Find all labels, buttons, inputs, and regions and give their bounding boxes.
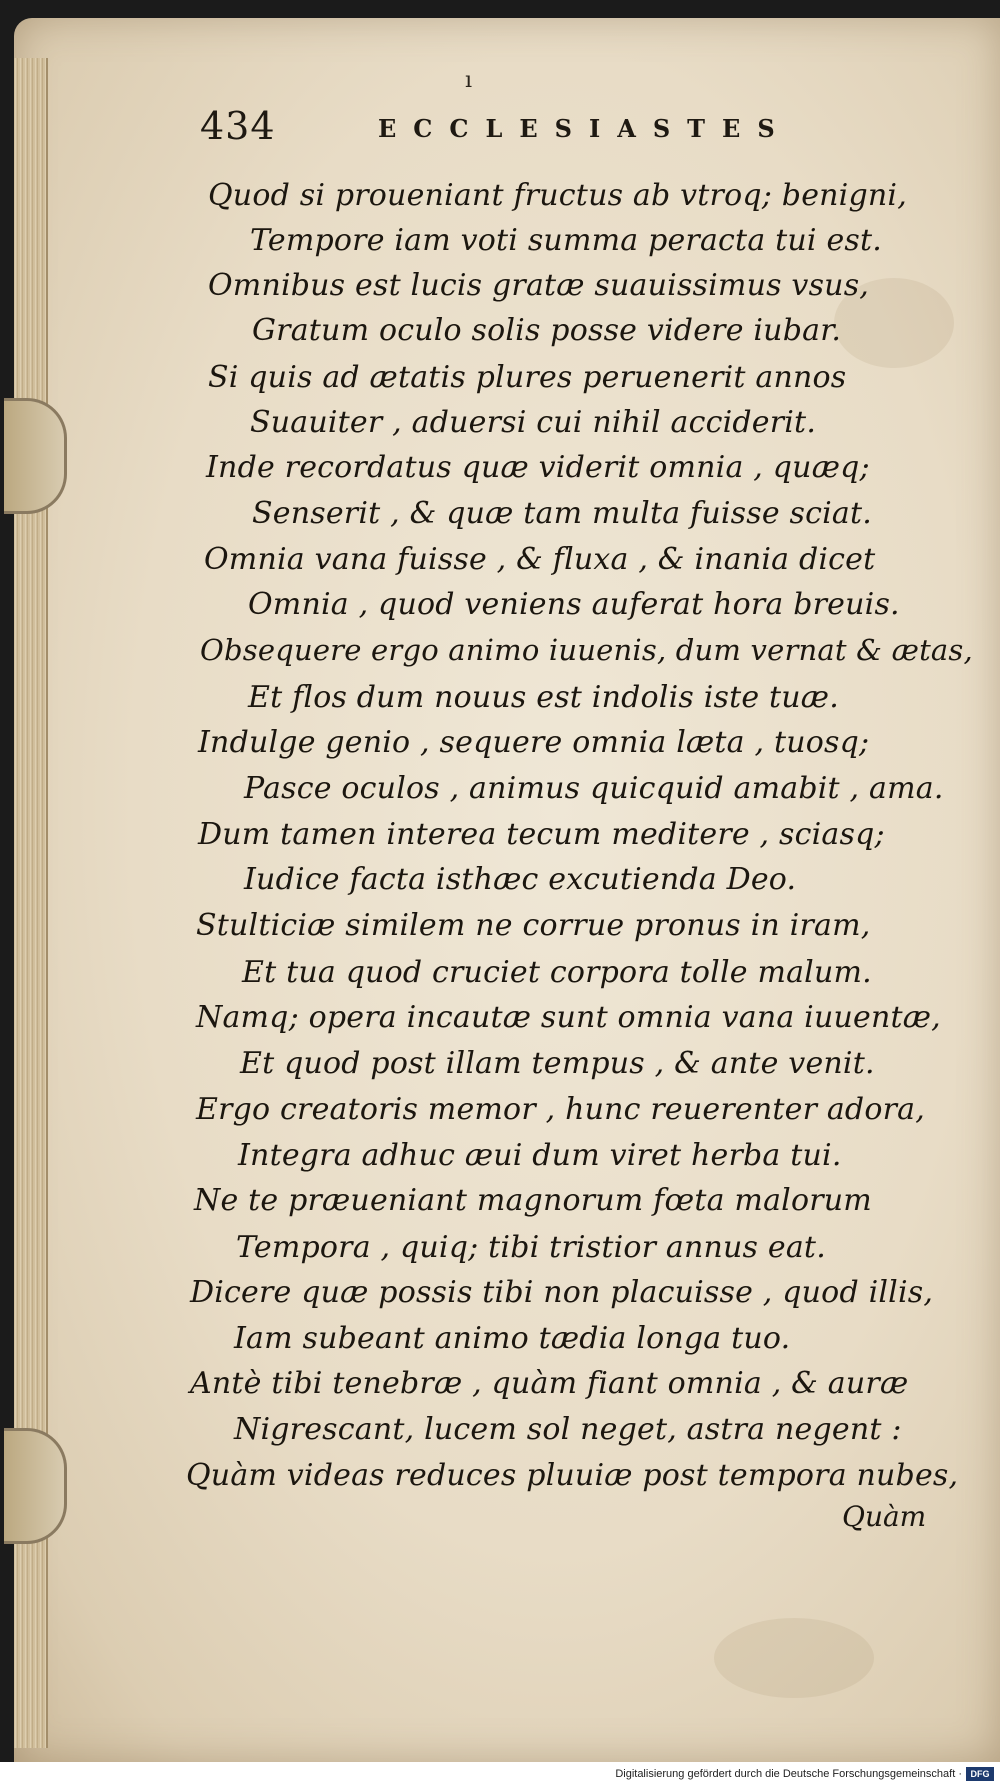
- verse-line-22: Integra adhuc æui dum viret herba tui.: [238, 1138, 842, 1173]
- catchword: Quàm: [842, 1500, 927, 1533]
- verse-line-19: Namq; opera incautæ sunt omnia vana iuuentæ,: [196, 1000, 941, 1035]
- page-number: 434: [200, 104, 276, 148]
- verse-line-14: Pasce oculos , animus quicquid amabit , ama.: [244, 771, 944, 806]
- verse-line-28: Nigrescant, lucem sol neget, astra negent :: [234, 1412, 902, 1447]
- verse-line-25: Dicere quæ possis tibi non placuisse , quod illis,: [190, 1275, 934, 1310]
- verse-line-15: Dum tamen interea tecum meditere , sciasq;: [198, 817, 885, 852]
- verse-line-27: Antè tibi tenebræ , quàm fiant omnia , & auræ: [190, 1366, 909, 1401]
- verse-line-16: Iudice facta isthæc excutienda Deo.: [244, 862, 797, 897]
- digitization-credit: Digitalisierung gefördert durch die Deutsche Forschungsgemeinschaft ·: [615, 1768, 962, 1780]
- paper-stain: [714, 1618, 874, 1698]
- verse-line-24: Tempora , quiq; tibi tristior annus eat.: [236, 1230, 826, 1265]
- tick-mark: ı: [465, 68, 473, 93]
- clasp-bottom: [4, 1428, 67, 1544]
- verse-line-1: Quod si proueniant fructus ab vtroq; benigni,: [208, 178, 907, 213]
- verse-line-12: Et flos dum nouus est indolis iste tuæ.: [248, 680, 839, 715]
- verse-line-2: Tempore iam voti summa peracta tui est.: [250, 223, 882, 258]
- running-title: ECCLESIASTES: [378, 114, 792, 143]
- verse-line-5: Si quis ad ætatis plures peruenerit annos: [208, 360, 847, 395]
- dfg-logo: DFG: [966, 1767, 994, 1781]
- verse-line-17: Stulticiæ similem ne corrue pronus in iram,: [196, 908, 871, 943]
- verse-line-26: Iam subeant animo tædia longa tuo.: [234, 1321, 791, 1356]
- verse-line-10: Omnia , quod veniens auferat hora breuis.: [248, 587, 900, 622]
- verse-line-23: Ne te præueniant magnorum fœta malorum: [194, 1183, 872, 1218]
- clasp-top: [4, 398, 67, 514]
- verse-line-13: Indulge genio , sequere omnia læta , tuosq;: [198, 725, 870, 760]
- verse-line-8: Senserit , & quæ tam multa fuisse sciat.: [252, 496, 873, 531]
- page-header: [0, 68, 1000, 148]
- verse-line-20: Et quod post illam tempus , & ante venit.: [240, 1046, 875, 1081]
- verse-line-7: Inde recordatus quæ viderit omnia , quæq;: [206, 450, 870, 485]
- verse-line-9: Omnia vana fuisse , & fluxa , & inania dicet: [204, 542, 876, 577]
- verse-line-3: Omnibus est lucis gratæ suauissimus vsus,: [208, 268, 870, 303]
- verse-line-21: Ergo creatoris memor , hunc reuerenter adora,: [196, 1092, 925, 1127]
- verse-line-18: Et tua quod cruciet corpora tolle malum.: [242, 955, 872, 990]
- verse-line-11: Obsequere ergo animo iuuenis, dum vernat & ætas,: [200, 633, 973, 667]
- verse-line-4: Gratum oculo solis posse videre iubar.: [252, 313, 842, 348]
- verse-line-6: Suauiter , aduersi cui nihil acciderit.: [250, 405, 817, 440]
- verse-line-29: Quàm videas reduces pluuiæ post tempora nubes,: [186, 1458, 959, 1493]
